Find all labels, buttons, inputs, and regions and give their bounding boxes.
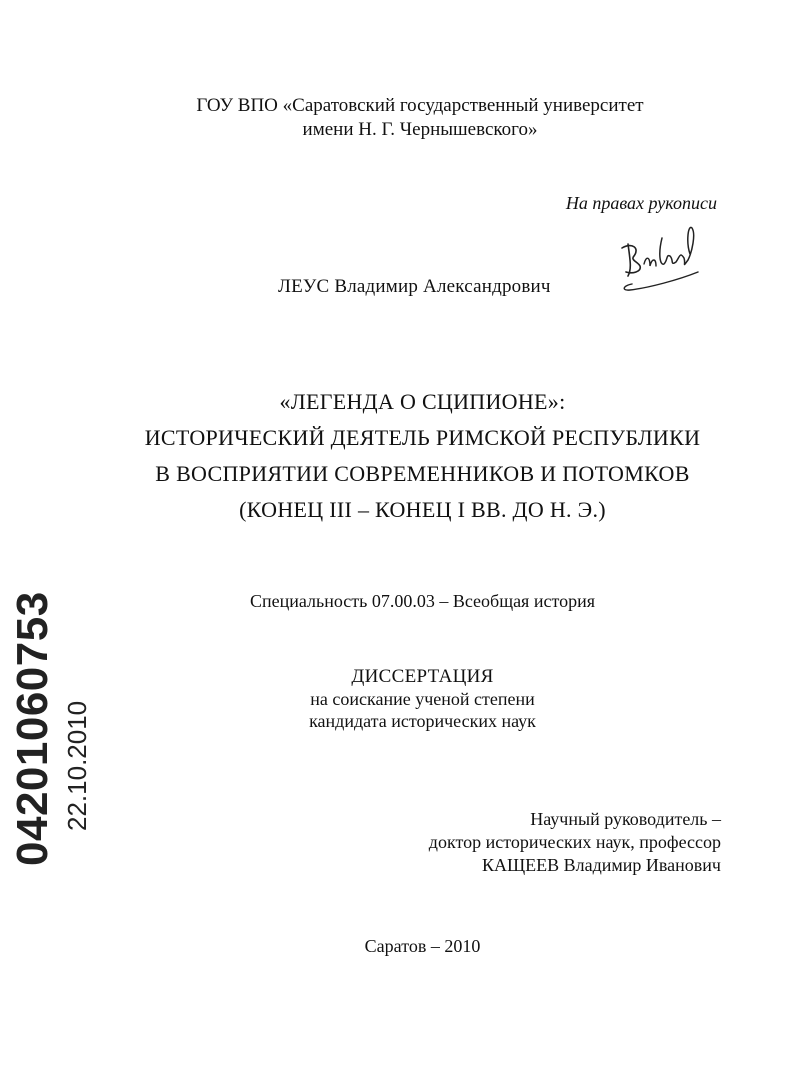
- degree-line-1: на соискание ученой степени: [310, 689, 535, 709]
- library-stamp: [8, 591, 100, 866]
- advisor-title: доктор исторических наук, профессор: [428, 832, 721, 852]
- degree-block: [260, 666, 585, 732]
- city-year: Саратов – 2010: [364, 936, 481, 956]
- author-name: ЛЕУС Владимир Александрович: [278, 276, 551, 297]
- title-line: (КОНЕЦ III – КОНЕЦ I ВВ. ДО Н. Э.): [239, 497, 606, 522]
- stamp-date: 22.10.2010: [62, 700, 92, 831]
- manuscript-note: На правах рукописи: [565, 193, 717, 213]
- institution-line-1: ГОУ ВПО «Саратовский государственный университет: [196, 95, 644, 116]
- stamp-code: 04201060753: [8, 591, 57, 866]
- institution-line-2: имени Н. Г. Чернышевского»: [302, 119, 538, 140]
- title-line: В ВОСПРИЯТИИ СОВРЕМЕННИКОВ И ПОТОМКОВ: [155, 461, 690, 486]
- degree-heading: ДИССЕРТАЦИЯ: [351, 666, 494, 687]
- institution-header: [150, 94, 690, 142]
- specialty-line: Специальность 07.00.03 – Всеобщая история: [249, 591, 596, 611]
- dissertation-title: [100, 384, 745, 528]
- advisor-name: КАЩЕЕВ Владимир Иванович: [481, 855, 721, 875]
- advisor-role: Научный руководитель –: [530, 809, 721, 829]
- advisor-block: [429, 808, 721, 877]
- title-line: ИСТОРИЧЕСКИЙ ДЕЯТЕЛЬ РИМСКОЙ РЕСПУБЛИКИ: [144, 425, 701, 450]
- title-line: «ЛЕГЕНДА О СЦИПИОНЕ»:: [279, 389, 566, 414]
- author-signature: [608, 214, 708, 304]
- degree-line-2: кандидата исторических наук: [309, 711, 536, 731]
